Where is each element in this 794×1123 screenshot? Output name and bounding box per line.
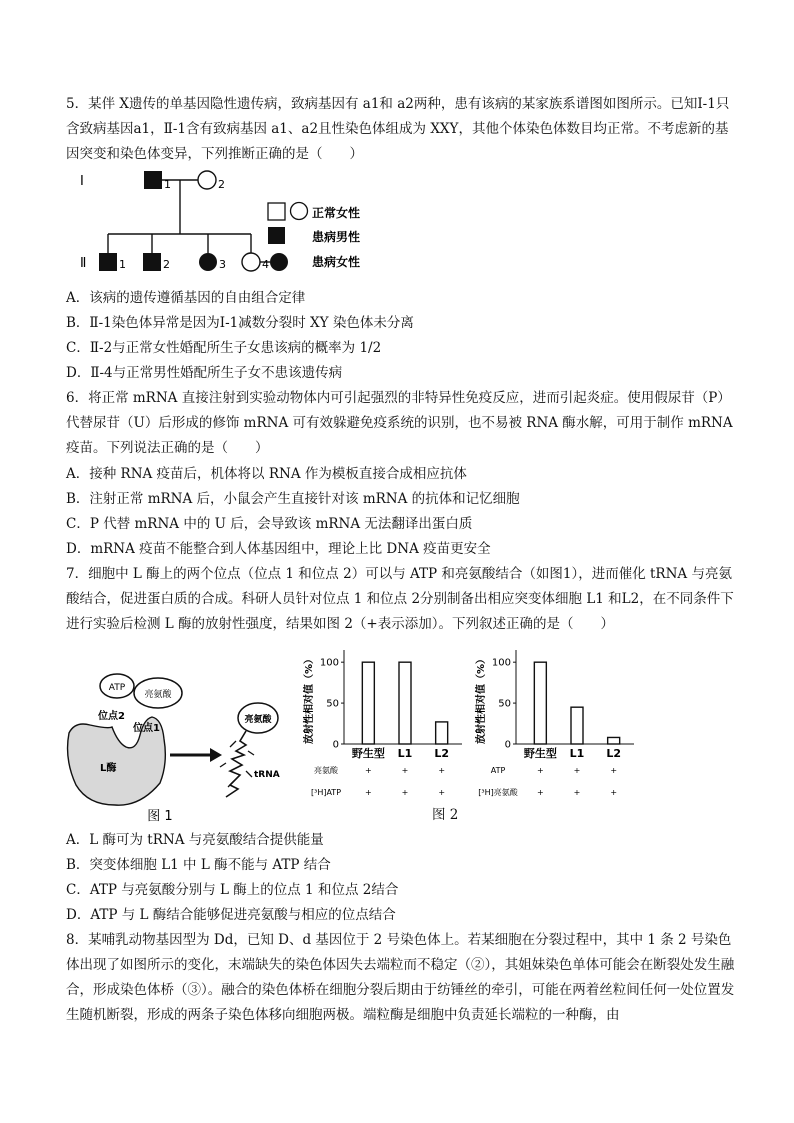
q5-option-d: D．Ⅱ-4与正常男性婚配所生子女不患该遗传病 (66, 365, 343, 381)
trna-strand (226, 731, 246, 797)
chart-0-bar-0 (362, 662, 374, 744)
enzyme-label: L酶 (100, 763, 117, 774)
chart-1-ytick-label: 0 (504, 739, 511, 751)
chart-1-condition-mark: + (573, 788, 581, 797)
chart-0-condition-mark: + (438, 788, 446, 797)
chart-0-bar-1 (399, 662, 411, 744)
q6-stem: 6．将正常 mRNA 直接注射到实验动物体内可引起强烈的非特异性免疫反应，进而引起炎症。使用假尿苷（P）代替尿苷（U）后形成的修饰 mRNA 可有效躲避免疫系统的识别，也不易被 RNA 酶水解，可用于制作 mRNA 疫苗。下列说法正确的是（ ） (66, 390, 733, 456)
q5-option-b: B．Ⅱ-1染色体异常是因为Ⅰ-1减数分裂时 XY 染色体未分离 (66, 315, 414, 331)
figure-2-caption: 图 2 (432, 807, 459, 823)
chart-0-condition-mark: + (438, 766, 446, 775)
chart-1-condition-mark: + (610, 788, 618, 797)
legend-normal-circle (291, 203, 308, 220)
q5-option-c: C．Ⅱ-2与正常女性婚配所生子女患该病的概率为 1/2 (66, 340, 382, 356)
q5-option-a: A．该病的遗传遵循基因的自由组合定律 (66, 290, 306, 306)
chart-1-condition-name: ATP (490, 766, 506, 775)
chart-0-category-label: 野生型 (351, 747, 385, 760)
chart-0-condition-mark: + (364, 766, 372, 775)
chart-left (300, 644, 470, 804)
chart-0-condition-mark: + (364, 788, 372, 797)
leucine-label: 亮氨酸 (144, 690, 172, 700)
I-2-normal-female (198, 171, 216, 189)
figure-1 (60, 655, 310, 827)
II-2-affected-male (143, 253, 161, 271)
q7-option-a: A．L 酶可为 tRNA 与亮氨酸结合提供能量 (66, 832, 324, 848)
generation-I-label: Ⅰ (80, 174, 84, 189)
chart-1-ylabel: 放射性相对值（%） (476, 653, 487, 745)
II-3-number: 3 (219, 258, 226, 271)
chart-1-condition-mark: + (536, 788, 544, 797)
q7-option-b: B．突变体细胞 L1 中 L 酶不能与 ATP 结合 (66, 857, 331, 873)
figure-1-caption: 图 1 (147, 809, 173, 824)
legend-affected-male-label: 患病男性 (312, 230, 361, 244)
II-4-spouse-affected-female (270, 253, 288, 271)
chart-1-condition-name: [³H]亮氨酸 (478, 788, 518, 797)
atp-label: ATP (108, 683, 126, 693)
trna-label: tRNA (254, 770, 280, 780)
pedigree-figure (68, 166, 378, 281)
chart-1-condition-mark: + (610, 766, 618, 775)
q5-stem: 5．某伴 X遗传的单基因隐性遗传病，致病基因有 a1和 a2两种，患有该病的某家族系谱图如图所示。已知Ⅰ-1只含致病基因a1，Ⅱ-1含有致病基因 a1、a2且性染色体组成为 XXY，其他个体染色体数目均正常。不考虑新的基因突变和染色体变异，下列推断正确的是（ ） (66, 96, 730, 162)
chart-0-bar-2 (436, 722, 448, 744)
II-1-affected-male (99, 253, 117, 271)
II-1-number: 1 (119, 258, 126, 271)
chart-0-condition-name: [³H]ATP (310, 788, 342, 797)
reaction-arrow-head (210, 748, 222, 762)
II-4-normal-female (242, 253, 260, 271)
chart-1-bar-2 (608, 737, 620, 744)
chart-0-ytick-label: 0 (332, 739, 339, 751)
chart-1-bar-1 (571, 707, 583, 744)
site2-label: 位点2 (98, 711, 125, 722)
chart-1-condition-mark: + (536, 766, 544, 775)
chart-0-condition-mark: + (401, 766, 409, 775)
chart-0-category-label: L1 (397, 747, 413, 760)
chart-0-condition-name: 亮氨酸 (314, 766, 338, 775)
I-2-number: 2 (218, 178, 225, 191)
II-4-number: 4 (262, 258, 269, 271)
II-3-affected-female (199, 253, 217, 271)
chart-right (472, 644, 642, 804)
chart-1-bar-0 (534, 662, 546, 744)
I-1-affected-male (144, 171, 162, 189)
q7-stem: 7．细胞中 L 酶上的两个位点（位点 1 和位点 2）可以与 ATP 和亮氨酸结合（如图1），进而催化 tRNA 与亮氨酸结合，促进蛋白质的合成。科研人员针对位点 1 和位点 2分别制备出相应突变体细胞 L1 和L2，在不同条件下进行实验后检测 L 酶的放射性强度，结果如图 2（+表示添加）。下列叙述正确的是（ ） (66, 566, 734, 632)
site1-label: 位点1 (133, 723, 160, 734)
bound-leucine-label: 亮氨酸 (244, 715, 272, 725)
q6-option-c: C．P 代替 mRNA 中的 U 后，会导致该 mRNA 无法翻译出蛋白质 (66, 516, 473, 532)
chart-1-category-label: L1 (569, 747, 585, 760)
legend-affected-male-square (268, 227, 285, 244)
I-1-number: 1 (164, 178, 171, 191)
chart-1-category-label: L2 (606, 747, 622, 760)
chart-1-ytick-label: 100 (491, 657, 511, 669)
q6-option-d: D．mRNA 疫苗不能整合到人体基因组中，理论上比 DNA 疫苗更安全 (66, 541, 491, 557)
chart-0-condition-mark: + (401, 788, 409, 797)
legend-affected-female-label: 患病女性 (312, 255, 361, 269)
q8-stem: 8．某哺乳动物基因型为 Dd，已知 D、d 基因位于 2 号染色体上。若某细胞在分裂过程中，其中 1 条 2 号染色体出现了如图所示的变化，末端缺失的染色体因失去端粒而不稳定（②），其姐妹染色单体可能会在断裂处发生融合，形成染色体桥（③）。融合的染色体桥在细胞分裂后期由于纺锤丝的牵引，可能在两着丝粒间任何一处位置发生随机断裂，形成的两条子染色体移向细胞两极。端粒酶是细胞中负责延长端粒的一种酶，由 (66, 932, 735, 1023)
chart-0-ytick-label: 50 (326, 698, 339, 710)
q7-option-c: C．ATP 与亮氨酸分别与 L 酶上的位点 1 和位点 2结合 (66, 882, 399, 898)
chart-0-ytick-label: 100 (319, 657, 339, 669)
chart-0-category-label: L2 (434, 747, 450, 760)
legend-normal-square (268, 203, 285, 220)
chart-1-condition-mark: + (573, 766, 581, 775)
chart-1-ytick-label: 50 (498, 698, 511, 710)
q6-option-a: A．接种 RNA 疫苗后，机体将以 RNA 作为模板直接合成相应抗体 (66, 466, 467, 482)
trna-loops (220, 741, 254, 787)
generation-II-label: Ⅱ (80, 256, 87, 271)
II-2-number: 2 (163, 258, 170, 271)
legend-normal-label: 正常女性 (312, 206, 361, 220)
q6-option-b: B．注射正常 mRNA 后，小鼠会产生直接针对该 mRNA 的抗体和记忆细胞 (66, 491, 520, 507)
chart-1-category-label: 野生型 (523, 747, 557, 760)
chart-0-ylabel: 放射性相对值（%） (304, 653, 315, 745)
q7-option-d: D．ATP 与 L 酶结合能够促进亮氨酸与相应的位点结合 (66, 907, 396, 923)
